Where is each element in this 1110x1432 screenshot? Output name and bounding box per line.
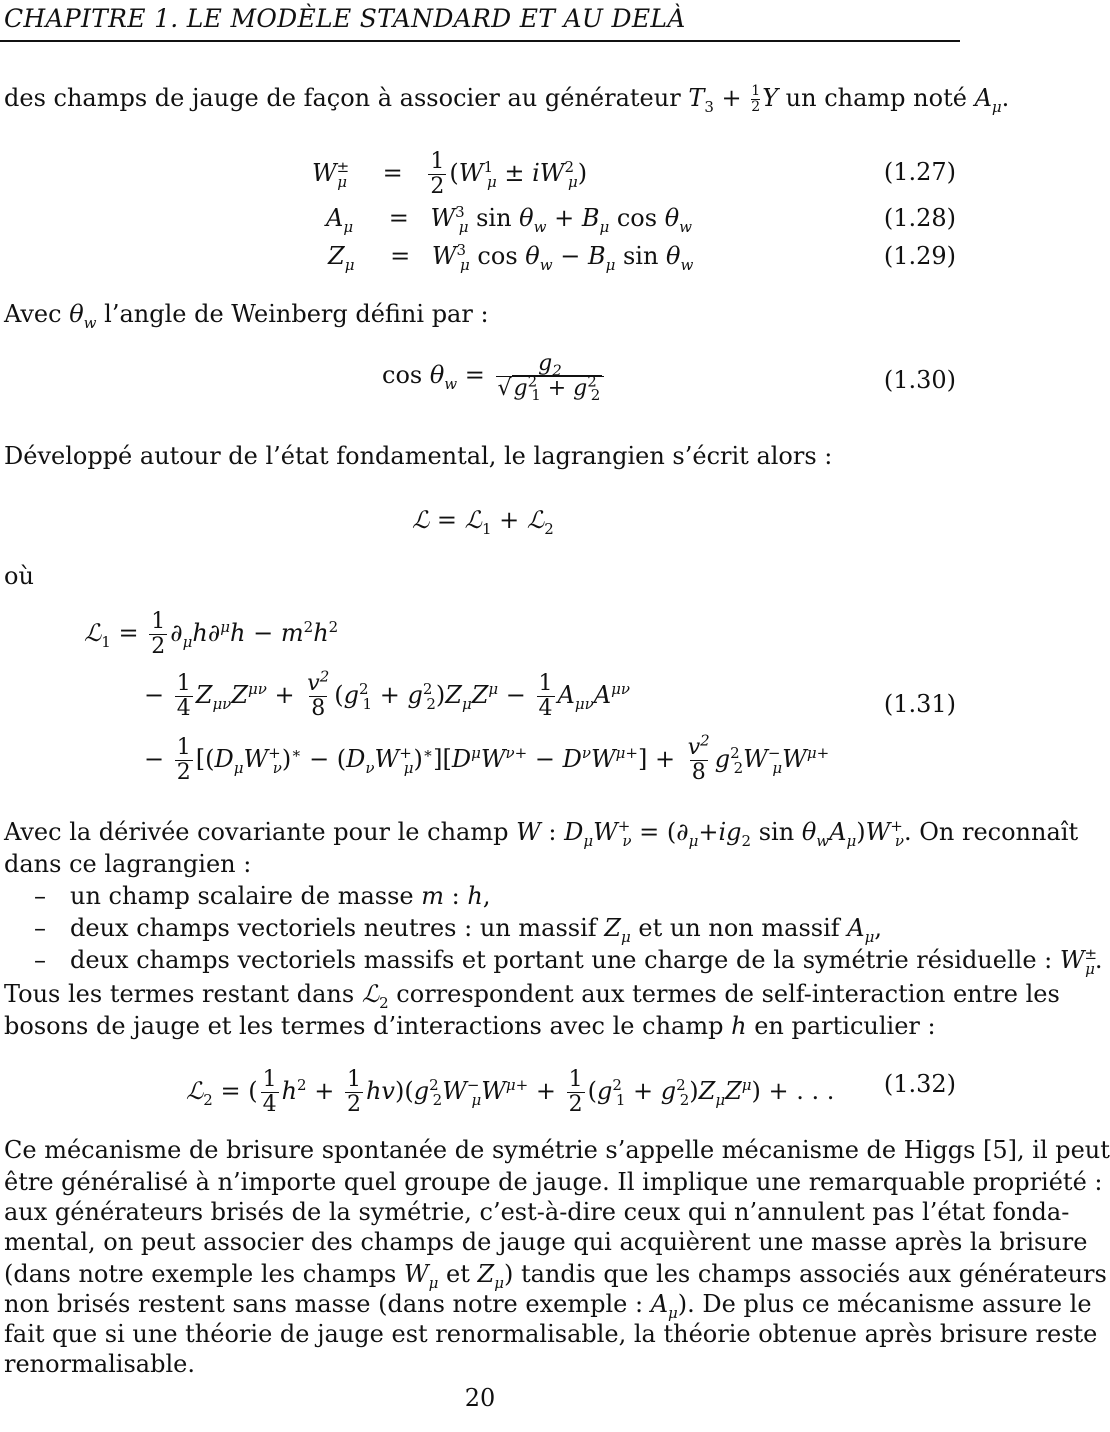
eq-l1-line2: − $\frac{1}{4}$ $Z_{\mu\nu}Z^{\mu\nu}$ + $\frac{v^2}{8}$ $(g^2_1 + g^2_2)Z_\mu Z^\mu$ − $\frac{1}{4}$ $A_{\mu\nu}A^{\mu\nu}$ xyxy=(144,667,630,721)
eq-number-32: (1.32) xyxy=(883,1070,956,1098)
eq-l1-line3: − $\frac{1}{2}$ $[(D_\mu W^+_\nu)^∗ - (D_\nu W^+_\mu)^∗][D^\mu W^{\nu+} - D^\nu W^{\mu+}]$ + $\frac{v^2}{8}$ $g^2_2W^-_\mu W^{\mu+}$ xyxy=(144,731,830,785)
developpe-line: Développé autour de l’état fondamental, le lagrangien s’écrit alors : xyxy=(4,442,833,470)
eq-w-pm: $W^\pm_\mu$ = $\frac{1}{2}$ $(W^1_\mu \pm iW^2_\mu)$ xyxy=(312,149,588,199)
conclusion-l1: Ce mécanisme de brisure spontanée de symétrie s’appelle mécanisme de Higgs [5], il peut xyxy=(4,1136,1110,1164)
eq-l-total: ℒ = ℒ$_1$ + ℒ$_2$ xyxy=(412,506,554,538)
eq-number-30: (1.30) xyxy=(883,366,956,394)
conclusion-l2: être généralisé à n’importe quel groupe de jauge. Il implique une remarquable propriété : xyxy=(4,1168,1103,1196)
conclusion-l5: (dans notre exemple les champs $W_\mu$ et $Z_\mu$) tandis que les champs associés aux générateurs xyxy=(4,1260,1107,1292)
tous-line1: Tous les termes restant dans ℒ$_2$ correspondent aux termes de self-interaction entre les xyxy=(4,980,1060,1012)
eq-a-mu: $A_\mu = W^3_\mu$ $\sin \theta_w + B_\mu$ $\cos \theta_w$ xyxy=(326,203,692,236)
intro-line: des champs de jauge de façon à associer au générateur $T_3$ + $\frac{1}{2}$ Y un champ noté $A_\mu$. xyxy=(4,83,1010,116)
eq-l1-line1: ℒ$_1$ = $\frac{1}{2}$ $\partial_\mu h\partial^\mu h - m^2h^2$ xyxy=(84,609,339,659)
eq-number-31: (1.31) xyxy=(883,690,956,718)
conclusion-l3: aux générateurs brisés de la symétrie, c’est-à-dire ceux qui n’annulent pas l’état fonda- xyxy=(4,1198,1070,1226)
eq-number-28: (1.28) xyxy=(883,204,956,232)
derivee-line1: Avec la dérivée covariante pour le champ W : $D_\mu W^+_\nu = (\partial_\mu+ig_2$ $\sin \theta_wA_\mu)W^+_\nu$. On reconnaît xyxy=(4,817,1079,850)
eq-number-27: (1.27) xyxy=(883,158,956,186)
intro-tail: un champ noté xyxy=(785,84,967,112)
chapter-header: CHAPITRE 1. LE MODÈLE STANDARD ET AU DELÀ xyxy=(4,4,686,33)
conclusion-l6: non brisés restent sans masse (dans notre exemple : $A_\mu$). De plus ce mécanisme assure le xyxy=(4,1290,1092,1322)
eq-cos-theta: $\cos \theta_w$ = $\frac{g_2}{√g^2_1 + g^2_2}$ xyxy=(382,352,607,401)
bullet-3: – deux champs vectoriels massifs et portant une charge de la symétrie résiduelle : $W^\pm_\mu$. xyxy=(34,945,1103,978)
conclusion-l8: renormalisable. xyxy=(4,1350,195,1378)
bullet-1: – un champ scalaire de masse m : h, xyxy=(34,882,491,910)
intro-text: des champs de jauge de façon à associer au générateur xyxy=(4,84,681,112)
derivee-line2: dans ce lagrangien : xyxy=(4,850,252,878)
header-rule xyxy=(0,40,960,42)
eq-z-mu: $Z_\mu = W^3_\mu$ $\cos \theta_w - B_\mu$ $\sin \theta_w$ xyxy=(328,241,694,274)
ou-word: où xyxy=(4,562,34,590)
conclusion-l7: fait que si une théorie de jauge est renormalisable, la théorie obtenue après brisure reste xyxy=(4,1320,1098,1348)
weinberg-line: Avec $\theta_w$ l’angle de Weinberg défini par : xyxy=(4,300,489,332)
tous-line2: bosons de jauge et les termes d’interactions avec le champ h en particulier : xyxy=(4,1012,936,1040)
eq-l2: ℒ$_2$ = ( $\frac{1}{4}$ $h^2$ + $\frac{1}{2}$ $hv)(g^2_2W^-_\mu W^{\mu+}$ + $\frac{1}{2}$ $(g^2_1 + g^2_2)Z_\mu Z^\mu$) + . . . xyxy=(186,1067,835,1117)
page-number: 20 xyxy=(464,1384,496,1412)
conclusion-l4: mental, on peut associer des champs de jauge qui acquièrent une masse après la brisure xyxy=(4,1228,1088,1256)
eq-number-29: (1.29) xyxy=(883,242,956,270)
bullet-2: – deux champs vectoriels neutres : un massif $Z_\mu$ et un non massif $A_\mu$, xyxy=(34,914,883,946)
